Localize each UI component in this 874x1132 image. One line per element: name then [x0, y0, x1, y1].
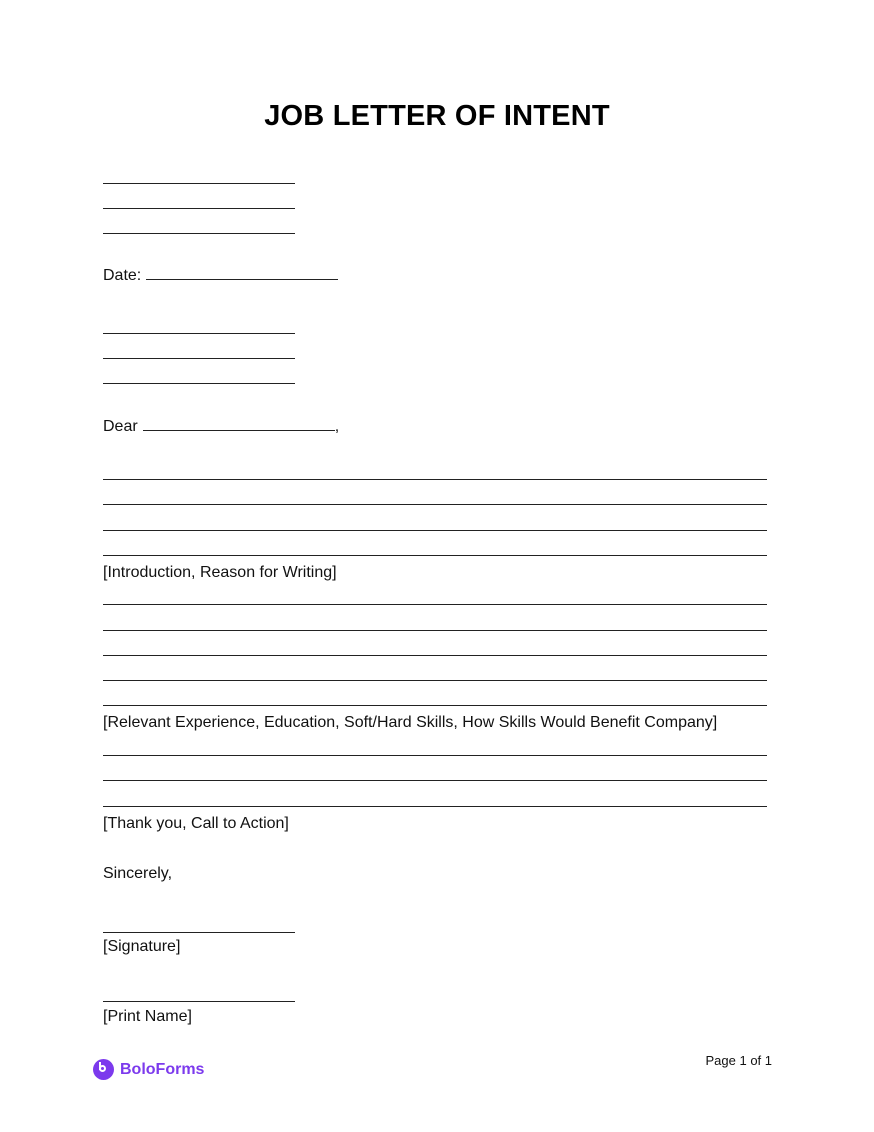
- intro-line-1[interactable]: [103, 479, 767, 480]
- brand-name: BoloForms: [120, 1060, 205, 1078]
- print-name-label: [Print Name]: [103, 1008, 192, 1025]
- intro-line-3[interactable]: [103, 530, 767, 531]
- intro-instruction: [Introduction, Reason for Writing]: [103, 564, 337, 581]
- sender-address-line-3[interactable]: [103, 233, 295, 234]
- experience-line-3[interactable]: [103, 655, 767, 656]
- recipient-name-field[interactable]: [143, 418, 335, 431]
- recipient-address-line-1[interactable]: [103, 333, 295, 334]
- experience-instruction: [Relevant Experience, Education, Soft/Hard Skills, How Skills Would Benefit Company]: [103, 714, 718, 731]
- signature-label: [Signature]: [103, 938, 181, 955]
- intro-line-4[interactable]: [103, 555, 767, 556]
- thanks-line-1[interactable]: [103, 755, 767, 756]
- intro-line-2[interactable]: [103, 504, 767, 505]
- page-indicator: Page 1 of 1: [705, 1053, 772, 1068]
- experience-line-4[interactable]: [103, 680, 767, 681]
- thanks-line-3[interactable]: [103, 806, 767, 807]
- date-row: [103, 267, 338, 285]
- boloforms-logo-icon: [93, 1059, 114, 1080]
- brand-logo: [93, 1059, 204, 1080]
- sender-address-line-1[interactable]: [103, 183, 295, 184]
- document-title: JOB LETTER OF INTENT: [264, 100, 610, 132]
- thanks-instruction: [Thank you, Call to Action]: [103, 815, 289, 832]
- recipient-address-line-2[interactable]: [103, 358, 295, 359]
- sender-address-line-2[interactable]: [103, 208, 295, 209]
- closing-text: Sincerely,: [103, 865, 173, 882]
- signature-line[interactable]: [103, 932, 295, 933]
- experience-line-1[interactable]: [103, 604, 767, 605]
- experience-line-2[interactable]: [103, 630, 767, 631]
- date-label: Date:: [103, 267, 142, 284]
- salutation-suffix: ,: [334, 418, 340, 435]
- salutation-row: [103, 418, 339, 436]
- date-field[interactable]: [146, 267, 338, 280]
- print-name-line[interactable]: [103, 1001, 295, 1002]
- recipient-address-line-3[interactable]: [103, 383, 295, 384]
- thanks-line-2[interactable]: [103, 780, 767, 781]
- experience-line-5[interactable]: [103, 705, 767, 706]
- salutation-prefix: Dear: [103, 418, 138, 435]
